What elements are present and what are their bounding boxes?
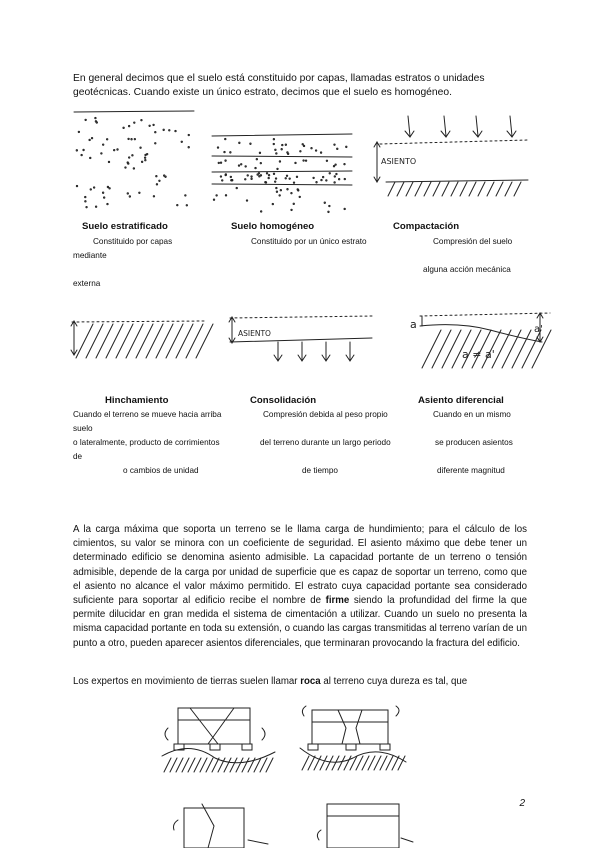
soil-dot [336, 173, 337, 174]
soil-dot [85, 196, 86, 197]
caption-consolidacion-line1: Compresión debida al peso propio [263, 410, 388, 419]
soil-dot [300, 151, 301, 152]
hatch-line [176, 758, 183, 772]
caption-title-consolidacion: Consolidación [250, 395, 317, 406]
hatch-line [86, 324, 103, 358]
paragraph-part1: A la carga máxima que soporta un terreno se le llama carga de hundimiento; para el cálculo de los cimientos, su valor se minora con un coeficiente de seguridad. El asiento máximo que debe tener un determinado edificio se denomina asiento admisible. La capacidad portante de un terreno o tensión admisible, depende de la carga por unidad de superficie que es capaz de soportar un terreno, como que el asiento no alcance el valor máximo permitido. El estrato cuya capacidad portante sea considerado suficiente para soportar al edificio recibe el nombre de [73, 524, 527, 607]
hatch-line [478, 182, 485, 196]
hatch-line [116, 324, 133, 358]
homogeneous-soil-sketch [208, 126, 358, 216]
soil-dot [155, 143, 156, 144]
soil-dot [108, 161, 109, 162]
soil-dot [346, 146, 347, 147]
load-arrow [444, 116, 446, 136]
hatch-line [248, 758, 255, 772]
soil-dot [76, 150, 77, 151]
soil-dot [103, 197, 104, 198]
soil-dot [272, 203, 273, 204]
caption-consolidacion-line2: del terreno durante un largo periodo [260, 438, 391, 447]
hatch-line [206, 758, 213, 772]
building-crack-sketch-4 [315, 800, 415, 848]
soil-dot [275, 178, 276, 179]
hatch-line [492, 330, 511, 368]
caption-compactacion-line2: alguna acción mecánica [423, 265, 511, 274]
soil-dot [224, 151, 225, 152]
soil-dot [257, 174, 258, 175]
load-arrow [408, 116, 410, 136]
hatch-line [230, 758, 237, 772]
soil-dot [185, 195, 186, 196]
soil-dot [275, 149, 276, 150]
page-number: 2 [519, 798, 525, 809]
soil-dot [89, 139, 90, 140]
soil-dot [90, 157, 91, 158]
soil-dot [255, 167, 256, 168]
soil-dot [311, 148, 312, 149]
soil-dot [141, 161, 142, 162]
soil-dot [95, 206, 96, 207]
hatch-line [170, 758, 177, 772]
soil-dot [334, 144, 335, 145]
soil-dot [287, 153, 288, 154]
caption-hinchamiento-line1: Cuando el terreno se mueve hacia arriba [73, 410, 222, 419]
hatch-line [136, 324, 153, 358]
hatch-line [442, 182, 449, 196]
hatch-line [505, 182, 512, 196]
soil-dot [113, 149, 114, 150]
soil-dot [153, 124, 154, 125]
soil-dot [335, 164, 336, 165]
hatch-line [76, 324, 93, 358]
hatch-line [106, 324, 123, 358]
caption-title-hinchamiento: Hinchamiento [105, 395, 169, 406]
caption-homogeneo-line1: Constituido por un único estrato [251, 237, 367, 246]
caption-diferencial-line2: se producen asientos [435, 438, 513, 447]
soil-dot [117, 149, 118, 150]
hatch-line [433, 182, 440, 196]
consolidation-asiento-label: ASIENTO [238, 329, 271, 338]
soil-dot [273, 139, 274, 140]
soil-dot [132, 155, 133, 156]
hatch-line [242, 758, 249, 772]
soil-dot [251, 178, 252, 179]
soil-dot [81, 154, 82, 155]
caption-hinchamiento-line2: suelo [73, 424, 93, 433]
soil-dot [131, 139, 132, 140]
soil-dot [220, 162, 221, 163]
soil-dot [93, 187, 94, 188]
soil-dot [293, 182, 294, 183]
soil-dot [260, 211, 261, 212]
soil-dot [276, 153, 277, 154]
hatch-line [200, 758, 207, 772]
hatch-line [166, 324, 183, 358]
soil-dot [268, 175, 269, 176]
soil-dot [329, 205, 330, 206]
soil-dot [90, 189, 91, 190]
hatch-line [362, 756, 369, 770]
soil-dot [95, 121, 96, 122]
soil-dot [220, 176, 221, 177]
hatch-line [487, 182, 494, 196]
tail-part-a: Los expertos en movimiento de tierras suelen llamar [73, 676, 301, 687]
soil-dot [145, 160, 146, 161]
hatch-line [388, 182, 395, 196]
caption-consolidacion-line3: de tiempo [302, 466, 338, 475]
soil-dot [188, 134, 189, 135]
hatch-line [302, 756, 309, 770]
hatch-line [442, 330, 461, 368]
soil-dot [326, 180, 327, 181]
hatch-line [397, 182, 404, 196]
hatch-line [532, 330, 551, 368]
hatch-line [194, 758, 201, 772]
tail-part-b: al terreno cuya dureza es tal, que [320, 676, 468, 687]
hatch-line [496, 182, 503, 196]
hatch-line [374, 756, 381, 770]
caption-compactacion-line1: Compresión del suelo [433, 237, 513, 246]
soil-dot [324, 202, 325, 203]
soil-dot [273, 143, 274, 144]
soil-dot [285, 178, 286, 179]
hatch-line [266, 758, 273, 772]
caption-compactacion-line3: externa [73, 279, 101, 288]
hatch-line [326, 756, 333, 770]
hatch-line [236, 758, 243, 772]
soil-dot [222, 180, 223, 181]
soil-dot [101, 153, 102, 154]
differential-settlement-sketch [400, 308, 555, 378]
hatch-line [320, 756, 327, 770]
soil-dot [276, 191, 277, 192]
soil-dot [251, 176, 252, 177]
hatch-line [469, 182, 476, 196]
hatch-line [164, 758, 171, 772]
soil-dot [344, 208, 345, 209]
hatch-line [380, 756, 387, 770]
soil-dot [247, 175, 248, 176]
soil-dot [141, 119, 142, 120]
soil-dot [293, 203, 294, 204]
soil-dot [285, 144, 286, 145]
hatch-line [176, 324, 193, 358]
soil-dot [186, 205, 187, 206]
soil-dot [291, 209, 292, 210]
soil-dot [338, 178, 339, 179]
soil-dot [230, 152, 231, 153]
differential-label-neq: a ≠ a' [462, 348, 495, 361]
soil-dot [289, 178, 290, 179]
soil-dot [326, 160, 327, 161]
hatch-line [96, 324, 113, 358]
soil-dot [175, 130, 176, 131]
soil-dot [106, 139, 107, 140]
hatch-line [196, 324, 213, 358]
soil-dot [344, 178, 345, 179]
soil-dot [295, 162, 296, 163]
soil-dot [181, 141, 182, 142]
soil-dot [83, 149, 84, 150]
differential-label-a-prime: a' [534, 324, 543, 335]
soil-dot [279, 195, 280, 196]
soil-dot [230, 176, 231, 177]
soil-dot [241, 164, 242, 165]
soil-dot [273, 173, 274, 174]
soil-dot [163, 175, 164, 176]
soil-dot [125, 167, 126, 168]
building-crack-sketch-3 [172, 800, 272, 848]
soil-dot [316, 182, 317, 183]
paragraph-part2: siendo la profundidad del firme la que permite dilucidar en gran medida el sistema de cimentación a utilizar. Cuando un suelo no presenta la misma capacidad portante en toda su extensión, o cuando las cargas transmitidas al terreno varían de un punto a otro, pueden aparecer asientos diferenciales, que terminaran provocando la fractura del edificio. [73, 595, 527, 649]
soil-dot [281, 149, 282, 150]
compaction-asiento-label: ASIENTO [381, 157, 417, 166]
soil-dot [250, 143, 251, 144]
hatch-line [188, 758, 195, 772]
soil-dot [169, 130, 170, 131]
soil-dot [322, 176, 323, 177]
caption-hinchamiento-line4: de [73, 452, 83, 461]
soil-dot [337, 148, 338, 149]
soil-dot [188, 147, 189, 148]
soil-dot [128, 157, 129, 158]
hatch-line [392, 756, 399, 770]
tail-line [73, 676, 467, 687]
caption-hinchamiento-line3: o lateralmente, producto de corrimientos [73, 438, 220, 447]
soil-dot [260, 162, 261, 163]
tail-roca: roca [300, 676, 321, 687]
soil-dot [274, 181, 275, 182]
soil-dot [218, 162, 219, 163]
soil-dot [268, 177, 269, 178]
soil-dot [344, 163, 345, 164]
soil-dot [213, 199, 214, 200]
soil-dot [128, 138, 129, 139]
hatch-line [344, 756, 351, 770]
soil-dot [155, 132, 156, 133]
paragraph-firme: firme [325, 595, 350, 607]
soil-dot [303, 145, 304, 146]
hatch-line [460, 182, 467, 196]
soil-dot [328, 211, 329, 212]
soil-dot [163, 129, 164, 130]
soil-dot [128, 125, 129, 126]
stratified-soil-sketch [70, 108, 200, 213]
building-crack-sketch-1 [160, 700, 280, 780]
soil-dot [102, 144, 103, 145]
soil-dot [245, 166, 246, 167]
soil-dot [78, 131, 79, 132]
hatch-line [260, 758, 267, 772]
soil-dot [239, 142, 240, 143]
hatch-line [432, 330, 451, 368]
soil-dot [225, 138, 226, 139]
soil-dot [133, 168, 134, 169]
hatch-line [415, 182, 422, 196]
hatch-line [514, 182, 521, 196]
soil-dot [321, 179, 322, 180]
soil-dot [123, 127, 124, 128]
caption-title-compactacion: Compactación [393, 221, 460, 232]
hatch-line [386, 756, 393, 770]
soil-dot [302, 144, 303, 145]
soil-dot [129, 196, 130, 197]
differential-label-a: a [410, 318, 417, 331]
hatch-line [308, 756, 315, 770]
soil-dot [76, 185, 77, 186]
soil-dot [107, 186, 108, 187]
soil-dot [282, 144, 283, 145]
soil-dot [149, 125, 150, 126]
soil-dot [127, 193, 128, 194]
soil-dot [320, 152, 321, 153]
hatch-line [146, 324, 163, 358]
soil-dot [296, 176, 297, 177]
soil-dot [280, 190, 281, 191]
hatch-line [338, 756, 345, 770]
hatch-line [156, 324, 173, 358]
soil-dot [217, 147, 218, 148]
soil-dot [139, 192, 140, 193]
soil-dot [334, 182, 335, 183]
building-crack-sketch-2 [298, 700, 408, 780]
caption-hinchamiento-line5: o cambios de unidad [123, 466, 199, 475]
caption-diferencial-line1: Cuando en un mismo [433, 410, 511, 419]
soil-dot [299, 196, 300, 197]
soil-dot [85, 201, 86, 202]
soil-dot [109, 188, 110, 189]
caption-estratificado-line2: mediante [73, 251, 107, 260]
soil-dot [329, 173, 330, 174]
caption-title-homogeneo: Suelo homogéneo [231, 221, 315, 232]
intro-text: En general decimos que el suelo está constituido por capas, llamadas estratos o unidades geotécnicas. Cuando existe un único estrato, decimos que el suelo es homogéneo. [73, 73, 485, 98]
soil-dot [313, 177, 314, 178]
caption-title-diferencial: Asiento diferencial [418, 395, 504, 406]
main-paragraph [73, 523, 527, 651]
soil-dot [287, 189, 288, 190]
swelling-sketch [68, 316, 208, 366]
soil-dot [238, 165, 239, 166]
hatch-line [368, 756, 375, 770]
soil-dot [86, 206, 87, 207]
soil-dot [140, 147, 141, 148]
soil-dot [246, 200, 247, 201]
soil-dot [102, 192, 103, 193]
soil-dot [333, 166, 334, 167]
soil-dot [315, 150, 316, 151]
soil-dot [85, 119, 86, 120]
soil-dot [305, 160, 306, 161]
soil-dot [156, 184, 157, 185]
soil-dot [225, 160, 226, 161]
soil-dot [144, 157, 145, 158]
soil-dot [236, 187, 237, 188]
soil-dot [259, 152, 260, 153]
soil-dot [153, 196, 154, 197]
soil-dot [279, 161, 280, 162]
soil-dot [259, 176, 260, 177]
soil-dot [95, 117, 96, 118]
soil-dot [134, 122, 135, 123]
load-arrow [510, 116, 512, 136]
hatch-line [522, 330, 541, 368]
soil-dot [91, 137, 92, 138]
soil-dot [291, 192, 292, 193]
soil-dot [303, 160, 304, 161]
hatch-line [332, 756, 339, 770]
compaction-sketch [372, 112, 532, 202]
soil-dot [134, 138, 135, 139]
soil-dot [107, 203, 108, 204]
soil-dot [277, 168, 278, 169]
soil-dot [216, 195, 217, 196]
hatch-line [424, 182, 431, 196]
soil-dot [334, 176, 335, 177]
soil-dot [256, 159, 257, 160]
soil-dot [266, 173, 267, 174]
hatch-line [422, 330, 441, 368]
soil-dot [286, 175, 287, 176]
hatch-line [406, 182, 413, 196]
consolidation-sketch [226, 312, 376, 367]
load-arrow [476, 116, 478, 136]
hatch-line [356, 756, 363, 770]
caption-title-estratificado: Suelo estratificado [82, 221, 168, 232]
caption-diferencial-line3: diferente magnitud [437, 466, 505, 475]
hatch-line [182, 758, 189, 772]
soil-dot [245, 179, 246, 180]
hatch-line [224, 758, 231, 772]
soil-dot [159, 180, 160, 181]
soil-dot [276, 187, 277, 188]
hatch-line [512, 330, 531, 368]
caption-estratificado-line1: Constituido por capas [93, 237, 173, 246]
hatch-line [186, 324, 203, 358]
soil-dot [177, 204, 178, 205]
soil-dot [225, 195, 226, 196]
hatch-line [212, 758, 219, 772]
soil-dot [146, 153, 147, 154]
hatch-line [126, 324, 143, 358]
soil-dot [156, 176, 157, 177]
hatch-line [451, 182, 458, 196]
